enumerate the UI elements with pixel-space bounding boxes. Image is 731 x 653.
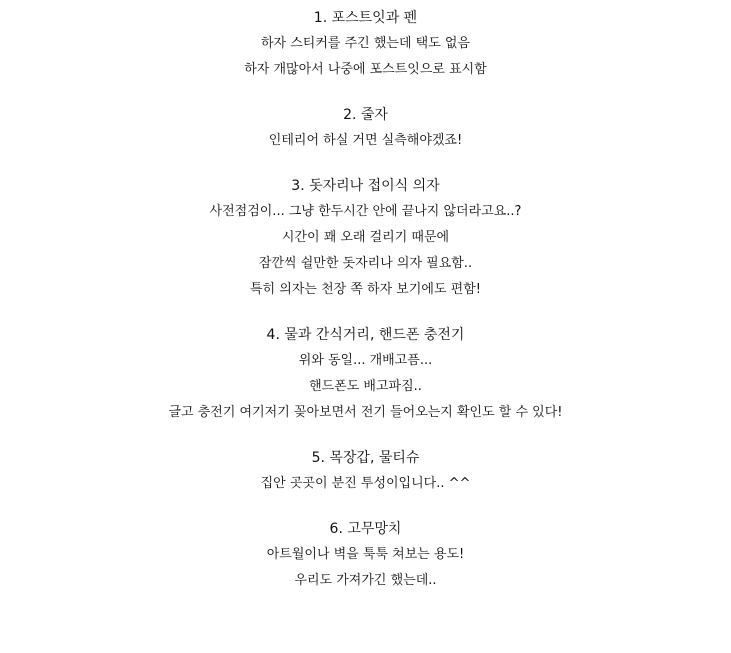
section-line: 우리도 가져가긴 했는데.. — [294, 573, 437, 588]
section-line: 하자 개많아서 나중에 포스트잇으로 표시함 — [244, 62, 487, 77]
section-line: 핸드폰도 배고파짐.. — [309, 379, 422, 394]
section-heading: 1. 포스트잇과 펜 — [313, 10, 418, 26]
section-heading: 5. 목장갑, 물티슈 — [311, 450, 420, 466]
section-line: 잠깐씩 쉴만한 돗자리나 의자 필요함.. — [258, 256, 473, 271]
section-heading: 4. 물과 간식거리, 핸드폰 충전기 — [266, 327, 465, 343]
section-line: 글고 충전기 여기저기 꽂아보면서 전기 들어오는지 확인도 할 수 있다! — [168, 405, 563, 420]
section-line: 사전점검이... 그냥 한두시간 안에 끝나지 않더라고요..? — [209, 204, 522, 219]
checklist-section-5 — [0, 445, 731, 497]
section-line: 위와 동일... 개배고픔... — [298, 353, 433, 368]
section-line: 시간이 꽤 오래 걸리기 때문에 — [281, 230, 450, 245]
section-line: 하자 스티커를 주긴 했는데 택도 없음 — [260, 36, 471, 51]
section-line: 특히 의자는 천장 쪽 하자 보기에도 편함! — [250, 282, 481, 297]
section-heading: 6. 고무망치 — [329, 521, 402, 537]
checklist-section-6 — [0, 516, 731, 594]
checklist-section-3 — [0, 173, 731, 303]
section-line: 집안 곳곳이 분진 투성이입니다.. ^^ — [260, 476, 471, 491]
checklist-section-4 — [0, 322, 731, 426]
section-heading: 3. 돗자리나 접이식 의자 — [291, 178, 440, 194]
section-heading: 2. 줄자 — [343, 107, 388, 123]
section-line: 아트월이나 벽을 툭툭 쳐보는 용도! — [266, 547, 465, 562]
checklist-section-2 — [0, 102, 731, 154]
checklist-section-1 — [0, 5, 731, 83]
section-line: 인테리어 하실 거면 실측해야겠죠! — [268, 133, 463, 148]
